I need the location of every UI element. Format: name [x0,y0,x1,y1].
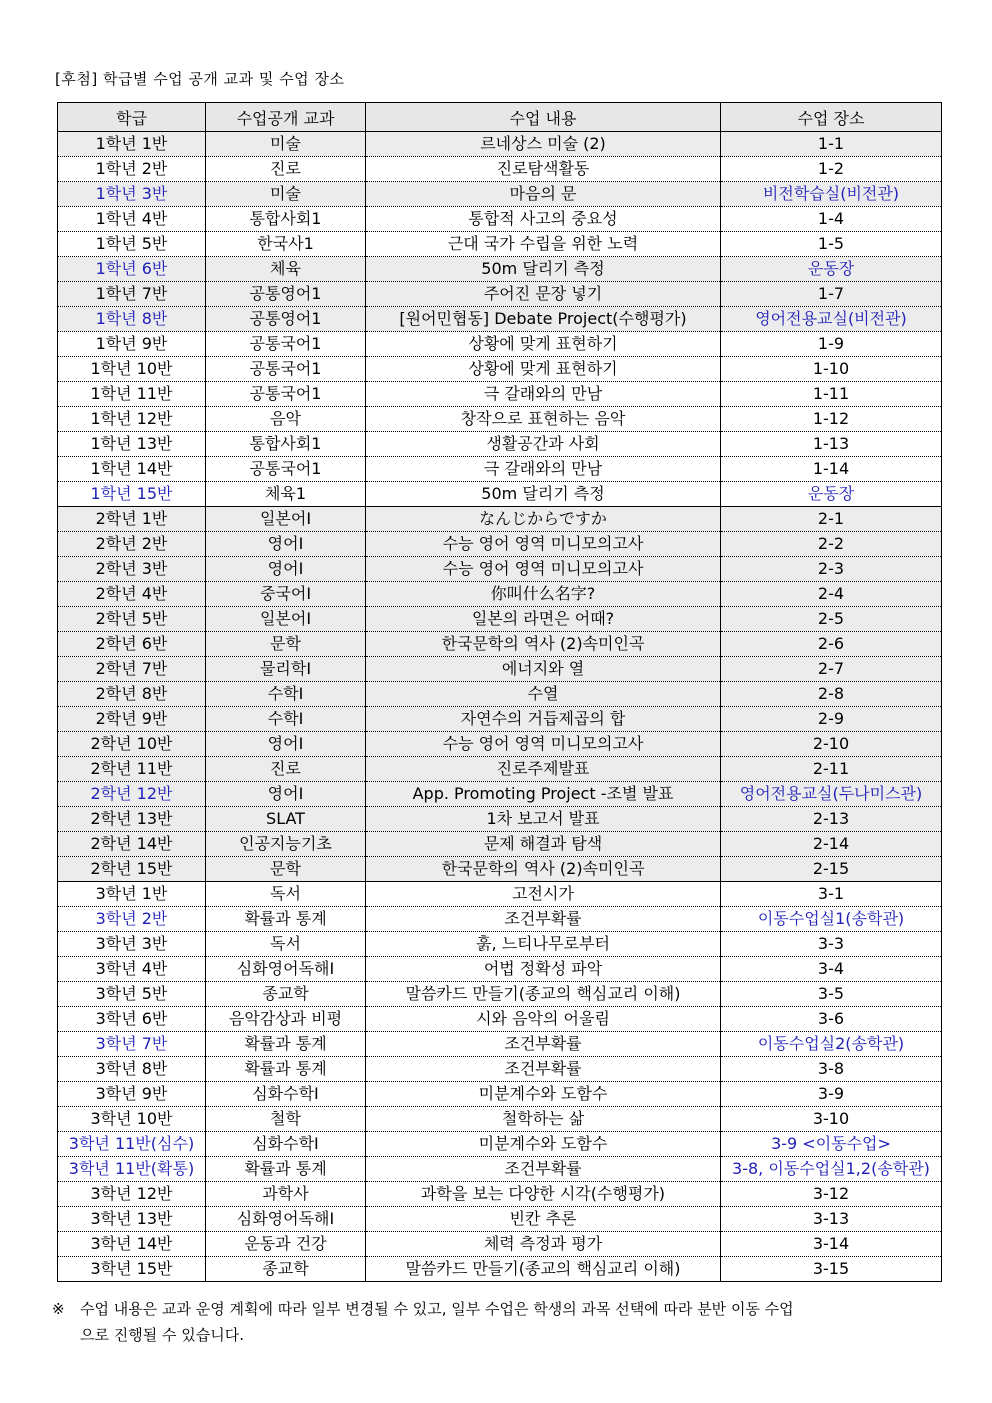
table-row [58,557,942,582]
table-row [58,982,942,1007]
cell-class: 2학년 3반 [58,557,206,582]
table-row [58,707,942,732]
cell-subject: 공통영어1 [206,282,366,307]
cell-class: 3학년 15반 [58,1257,206,1282]
cell-content: なんじからですか [366,507,721,532]
cell-content: 주어진 문장 넣기 [366,282,721,307]
cell-place: 1-11 [721,382,942,407]
cell-place: 2-2 [721,532,942,557]
cell-content: 미분계수와 도함수 [366,1132,721,1157]
cell-class: 1학년 14반 [58,457,206,482]
cell-content: 상황에 맞게 표현하기 [366,332,721,357]
cell-subject: 한국사1 [206,232,366,257]
cell-content: 진로주제발표 [366,757,721,782]
cell-class: 1학년 10반 [58,357,206,382]
table-row [58,132,942,157]
cell-place: 2-5 [721,607,942,632]
cell-subject: 공통국어1 [206,457,366,482]
table-row [58,532,942,557]
cell-class: 3학년 2반 [58,907,206,932]
class-schedule-table [57,102,942,1282]
cell-content: 미분계수와 도함수 [366,1082,721,1107]
cell-place: 2-11 [721,757,942,782]
cell-subject: SLAT [206,807,366,832]
cell-place: 3-5 [721,982,942,1007]
cell-subject: 수학Ⅰ [206,682,366,707]
cell-subject: 영어Ⅰ [206,782,366,807]
page-title: [후첨] 학급별 수업 공개 교과 및 수업 장소 [55,70,345,88]
cell-content: 수능 영어 영역 미니모의고사 [366,532,721,557]
cell-class: 3학년 9반 [58,1082,206,1107]
cell-place: 3-9 [721,1082,942,1107]
cell-content: 1차 보고서 발표 [366,807,721,832]
cell-subject: 진로 [206,157,366,182]
cell-content: 극 갈래와의 만남 [366,457,721,482]
cell-subject: 음악 [206,407,366,432]
cell-content: [원어민협동] Debate Project(수행평가) [366,307,721,332]
cell-subject: 심화영어독해Ⅰ [206,957,366,982]
table-row [58,307,942,332]
cell-class: 2학년 11반 [58,757,206,782]
cell-class: 1학년 11반 [58,382,206,407]
table-row [58,632,942,657]
cell-subject: 중국어Ⅰ [206,582,366,607]
cell-subject: 확률과 통계 [206,1057,366,1082]
cell-content: 자연수의 거듭제곱의 합 [366,707,721,732]
cell-subject: 확률과 통계 [206,1157,366,1182]
cell-subject: 심화수학Ⅰ [206,1132,366,1157]
cell-subject: 과학사 [206,1182,366,1207]
table-row [58,832,942,857]
cell-place: 3-13 [721,1207,942,1232]
cell-class: 3학년 14반 [58,1232,206,1257]
cell-content: 체력 측정과 평가 [366,1232,721,1257]
cell-class: 3학년 7반 [58,1032,206,1057]
table-row [58,1182,942,1207]
cell-place: 2-9 [721,707,942,732]
table-row [58,757,942,782]
cell-place: 3-1 [721,882,942,907]
cell-content: App. Promoting Project -조별 발표 [366,782,721,807]
cell-place: 1-1 [721,132,942,157]
cell-place: 비전학습실(비전관) [721,182,942,207]
cell-subject: 독서 [206,932,366,957]
table-row [58,332,942,357]
cell-content: 극 갈래와의 만남 [366,382,721,407]
cell-class: 1학년 5반 [58,232,206,257]
cell-place: 1-13 [721,432,942,457]
table-row [58,1107,942,1132]
table-row [58,257,942,282]
cell-content: 마음의 문 [366,182,721,207]
cell-class: 3학년 12반 [58,1182,206,1207]
cell-content: 빈칸 추론 [366,1207,721,1232]
cell-place: 1-7 [721,282,942,307]
table-row [58,957,942,982]
cell-place: 3-15 [721,1257,942,1282]
cell-subject: 공통국어1 [206,332,366,357]
cell-place: 3-9 <이동수업> [721,1132,942,1157]
cell-class: 1학년 9반 [58,332,206,357]
cell-content: 수능 영어 영역 미니모의고사 [366,732,721,757]
table-row [58,207,942,232]
cell-subject: 진로 [206,757,366,782]
cell-place: 3-10 [721,1107,942,1132]
cell-class: 2학년 10반 [58,732,206,757]
cell-place: 2-7 [721,657,942,682]
cell-place: 2-13 [721,807,942,832]
cell-place: 3-6 [721,1007,942,1032]
table-row [58,882,942,907]
cell-subject: 공통국어1 [206,357,366,382]
cell-content: 수능 영어 영역 미니모의고사 [366,557,721,582]
cell-class: 2학년 12반 [58,782,206,807]
table-row [58,682,942,707]
cell-place: 영어전용교실(두나미스관) [721,782,942,807]
cell-place: 1-4 [721,207,942,232]
note-line-2: 으로 진행될 수 있습니다. [80,1326,244,1344]
cell-place: 3-3 [721,932,942,957]
cell-content: 50m 달리기 측정 [366,257,721,282]
cell-subject: 종교학 [206,982,366,1007]
cell-place: 1-2 [721,157,942,182]
cell-place: 2-14 [721,832,942,857]
cell-content: 조건부확률 [366,1157,721,1182]
table-row [58,732,942,757]
cell-subject: 영어Ⅰ [206,532,366,557]
cell-subject: 영어Ⅰ [206,557,366,582]
cell-subject: 심화영어독해Ⅰ [206,1207,366,1232]
cell-place: 2-4 [721,582,942,607]
cell-content: 창작으로 표현하는 음악 [366,407,721,432]
cell-content: 50m 달리기 측정 [366,482,721,507]
cell-place: 1-14 [721,457,942,482]
cell-class: 2학년 4반 [58,582,206,607]
cell-place: 3-4 [721,957,942,982]
cell-class: 1학년 7반 [58,282,206,307]
cell-place: 1-10 [721,357,942,382]
cell-subject: 심화수학Ⅰ [206,1082,366,1107]
note-line-1: 수업 내용은 교과 운영 계획에 따라 일부 변경될 수 있고, 일부 수업은 학생의 과목 선택에 따라 분반 이동 수업 [80,1300,794,1318]
table-row [58,1207,942,1232]
cell-class: 1학년 1반 [58,132,206,157]
cell-subject: 일본어Ⅰ [206,507,366,532]
cell-class: 2학년 7반 [58,657,206,682]
table-row [58,432,942,457]
cell-place: 영어전용교실(비전관) [721,307,942,332]
table-header-row [58,103,942,132]
cell-class: 3학년 13반 [58,1207,206,1232]
cell-subject: 인공지능기초 [206,832,366,857]
cell-content: 생활공간과 사회 [366,432,721,457]
cell-class: 3학년 6반 [58,1007,206,1032]
cell-content: 철학하는 삶 [366,1107,721,1132]
cell-subject: 독서 [206,882,366,907]
table-row [58,482,942,507]
cell-subject: 문학 [206,632,366,657]
cell-subject: 체육 [206,257,366,282]
table-row [58,357,942,382]
cell-class: 3학년 10반 [58,1107,206,1132]
table-row [58,232,942,257]
cell-class: 3학년 3반 [58,932,206,957]
cell-place: 2-8 [721,682,942,707]
cell-content: 조건부확률 [366,907,721,932]
table-row [58,1082,942,1107]
cell-class: 2학년 14반 [58,832,206,857]
cell-place: 3-12 [721,1182,942,1207]
table-row [58,382,942,407]
cell-place: 2-10 [721,732,942,757]
table-row [58,582,942,607]
cell-place: 운동장 [721,257,942,282]
cell-class: 1학년 4반 [58,207,206,232]
cell-class: 1학년 6반 [58,257,206,282]
cell-subject: 미술 [206,132,366,157]
cell-class: 1학년 12반 [58,407,206,432]
cell-place: 이동수업실2(송학관) [721,1032,942,1057]
cell-class: 2학년 13반 [58,807,206,832]
cell-place: 2-3 [721,557,942,582]
cell-place: 2-15 [721,857,942,882]
cell-content: 수열 [366,682,721,707]
cell-content: 고전시가 [366,882,721,907]
table-row [58,932,942,957]
cell-place: 1-5 [721,232,942,257]
cell-content: 통합적 사고의 중요성 [366,207,721,232]
table-row [58,1007,942,1032]
cell-content: 문제 해결과 탐색 [366,832,721,857]
table-row [58,782,942,807]
table-row [58,1157,942,1182]
cell-class: 2학년 6반 [58,632,206,657]
cell-subject: 일본어Ⅰ [206,607,366,632]
cell-place: 3-8 [721,1057,942,1082]
cell-class: 2학년 1반 [58,507,206,532]
table-row [58,657,942,682]
cell-place: 2-1 [721,507,942,532]
cell-content: 과학을 보는 다양한 시각(수행평가) [366,1182,721,1207]
cell-class: 2학년 5반 [58,607,206,632]
cell-class: 2학년 15반 [58,857,206,882]
footnote [52,1296,942,1348]
cell-subject: 종교학 [206,1257,366,1282]
cell-content: 르네상스 미술 (2) [366,132,721,157]
cell-content: 어법 정확성 파악 [366,957,721,982]
cell-class: 1학년 13반 [58,432,206,457]
cell-subject: 공통영어1 [206,307,366,332]
table-row [58,1132,942,1157]
cell-content: 시와 음악의 어울림 [366,1007,721,1032]
cell-content: 상황에 맞게 표현하기 [366,357,721,382]
cell-subject: 철학 [206,1107,366,1132]
cell-place: 3-14 [721,1232,942,1257]
table-row [58,857,942,882]
cell-content: 에너지와 열 [366,657,721,682]
column-header-place: 수업 장소 [721,103,942,132]
table-row [58,907,942,932]
note-mark: ※ [52,1300,65,1318]
cell-content: 你叫什么名字? [366,582,721,607]
cell-place: 1-9 [721,332,942,357]
column-header-content: 수업 내용 [366,103,721,132]
cell-class: 1학년 3반 [58,182,206,207]
cell-content: 한국문학의 역사 (2)속미인곡 [366,857,721,882]
table-row [58,1257,942,1282]
cell-subject: 미술 [206,182,366,207]
cell-content: 말씀카드 만들기(종교의 핵심교리 이해) [366,1257,721,1282]
column-header-subject: 수업공개 교과 [206,103,366,132]
cell-subject: 물리학Ⅰ [206,657,366,682]
cell-class: 3학년 4반 [58,957,206,982]
table-row [58,407,942,432]
cell-class: 3학년 11반(확통) [58,1157,206,1182]
table-row [58,282,942,307]
cell-subject: 운동과 건강 [206,1232,366,1257]
table-row [58,1032,942,1057]
table-row [58,457,942,482]
cell-subject: 확률과 통계 [206,1032,366,1057]
cell-subject: 공통국어1 [206,382,366,407]
cell-content: 진로탐색활동 [366,157,721,182]
cell-class: 1학년 8반 [58,307,206,332]
column-header-class: 학급 [58,103,206,132]
cell-class: 1학년 2반 [58,157,206,182]
cell-subject: 체육1 [206,482,366,507]
cell-class: 3학년 11반(심수) [58,1132,206,1157]
table-row [58,1057,942,1082]
cell-place: 이동수업실1(송학관) [721,907,942,932]
cell-content: 훍, 느티나무로부터 [366,932,721,957]
cell-class: 3학년 1반 [58,882,206,907]
cell-subject: 확률과 통계 [206,907,366,932]
cell-subject: 통합사회1 [206,207,366,232]
cell-place: 1-12 [721,407,942,432]
cell-class: 2학년 2반 [58,532,206,557]
cell-place: 3-8, 이동수업실1,2(송학관) [721,1157,942,1182]
cell-place: 운동장 [721,482,942,507]
cell-class: 3학년 5반 [58,982,206,1007]
cell-place: 2-6 [721,632,942,657]
cell-subject: 문학 [206,857,366,882]
table-row [58,157,942,182]
cell-content: 조건부확률 [366,1057,721,1082]
cell-subject: 통합사회1 [206,432,366,457]
cell-class: 3학년 8반 [58,1057,206,1082]
cell-class: 2학년 8반 [58,682,206,707]
cell-subject: 영어Ⅰ [206,732,366,757]
cell-content: 조건부확률 [366,1032,721,1057]
table-row [58,507,942,532]
cell-content: 근대 국가 수립을 위한 노력 [366,232,721,257]
cell-content: 말씀카드 만들기(종교의 핵심교리 이해) [366,982,721,1007]
cell-class: 1학년 15반 [58,482,206,507]
table-row [58,1232,942,1257]
table-row [58,182,942,207]
cell-content: 한국문학의 역사 (2)속미인곡 [366,632,721,657]
cell-class: 2학년 9반 [58,707,206,732]
cell-subject: 음악감상과 비평 [206,1007,366,1032]
table-row [58,807,942,832]
cell-subject: 수학Ⅰ [206,707,366,732]
table-row [58,607,942,632]
cell-content: 일본의 라면은 어때? [366,607,721,632]
